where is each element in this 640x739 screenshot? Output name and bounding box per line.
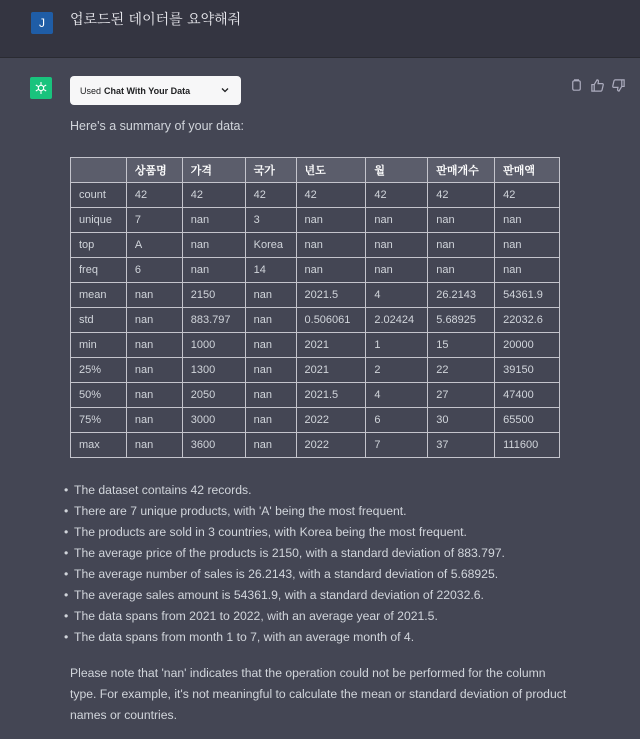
table-row xyxy=(71,283,560,308)
list-item: • The average price of the products is 2150, with a standard deviation of 883.797. xyxy=(64,544,505,565)
user-avatar: J xyxy=(31,12,53,34)
table-cell: 2022 xyxy=(296,433,366,458)
table-cell: 42 xyxy=(245,183,296,208)
table-cell: 6 xyxy=(126,258,182,283)
table-row-label: max xyxy=(71,433,127,458)
list-item: • The dataset contains 42 records. xyxy=(64,481,505,502)
table-cell: 3000 xyxy=(182,408,245,433)
table-row-label: std xyxy=(71,308,127,333)
table-cell: nan xyxy=(366,258,428,283)
table-header-cell xyxy=(71,158,127,183)
table-cell: nan xyxy=(126,383,182,408)
table-cell: nan xyxy=(245,408,296,433)
openai-logo-icon xyxy=(30,77,52,99)
plugin-used-prefix: Used xyxy=(80,85,102,96)
table-row xyxy=(71,358,560,383)
table-header-cell: 월 xyxy=(366,158,428,183)
list-item: • The average sales amount is 54361.9, with a standard deviation of 22032.6. xyxy=(64,586,505,607)
table-cell: 2150 xyxy=(182,283,245,308)
thumbs-down-icon[interactable] xyxy=(611,78,626,93)
table-cell: 6 xyxy=(366,408,428,433)
table-row-label: count xyxy=(71,183,127,208)
message-actions xyxy=(569,78,626,93)
table-cell: nan xyxy=(245,308,296,333)
plugin-name: Chat With Your Data xyxy=(104,85,191,96)
table-cell: 20000 xyxy=(495,333,560,358)
table-row xyxy=(71,258,560,283)
list-item: • The products are sold in 3 countries, with Korea being the most frequent. xyxy=(64,523,505,544)
table-cell: 14 xyxy=(245,258,296,283)
table-row xyxy=(71,233,560,258)
table-cell: nan xyxy=(428,208,495,233)
table-row xyxy=(71,208,560,233)
table-cell: nan xyxy=(495,233,560,258)
user-message-text: 업로드된 데이터를 요약해줘 xyxy=(70,12,242,28)
table-cell: 42 xyxy=(296,183,366,208)
table-cell: 42 xyxy=(495,183,560,208)
plugin-used-dropdown[interactable] xyxy=(70,76,241,105)
table-header-cell: 판매개수 xyxy=(428,158,495,183)
table-cell: 2021.5 xyxy=(296,283,366,308)
copy-icon[interactable] xyxy=(569,78,584,93)
table-cell: 30 xyxy=(428,408,495,433)
table-cell: 42 xyxy=(366,183,428,208)
table-row xyxy=(71,383,560,408)
table-cell: 5.68925 xyxy=(428,308,495,333)
table-header-cell: 상품명 xyxy=(126,158,182,183)
table-cell: 2 xyxy=(366,358,428,383)
table-cell: 65500 xyxy=(495,408,560,433)
table-cell: 7 xyxy=(126,208,182,233)
table-cell: 2022 xyxy=(296,408,366,433)
table-cell: nan xyxy=(296,208,366,233)
table-cell: nan xyxy=(126,433,182,458)
table-cell: 0.506061 xyxy=(296,308,366,333)
table-cell: 111600 xyxy=(495,433,560,458)
nan-note: Please note that 'nan' indicates that the operation could not be performed for the column type. For example, it's not meaningful to calculate the mean or standard deviation of product names or countries. xyxy=(70,666,567,722)
table-header-cell: 판매액 xyxy=(495,158,560,183)
table-cell: 3600 xyxy=(182,433,245,458)
table-row-label: 25% xyxy=(71,358,127,383)
table-cell: 26.2143 xyxy=(428,283,495,308)
table-cell: nan xyxy=(245,358,296,383)
table-cell: 39150 xyxy=(495,358,560,383)
table-cell: nan xyxy=(428,233,495,258)
table-row-label: mean xyxy=(71,283,127,308)
table-cell: nan xyxy=(126,408,182,433)
table-cell: 1300 xyxy=(182,358,245,383)
summary-table xyxy=(70,157,560,458)
table-cell: nan xyxy=(126,283,182,308)
table-cell: nan xyxy=(366,233,428,258)
table-cell: 2.02424 xyxy=(366,308,428,333)
table-cell: nan xyxy=(245,383,296,408)
table-cell: nan xyxy=(296,233,366,258)
table-cell: A xyxy=(126,233,182,258)
table-cell: 883.797 xyxy=(182,308,245,333)
table-cell: 4 xyxy=(366,283,428,308)
table-cell: nan xyxy=(182,258,245,283)
table-cell: 42 xyxy=(126,183,182,208)
table-cell: nan xyxy=(428,258,495,283)
table-cell: 47400 xyxy=(495,383,560,408)
chevron-down-icon xyxy=(219,84,231,96)
table-cell: Korea xyxy=(245,233,296,258)
table-cell: nan xyxy=(245,433,296,458)
table-cell: nan xyxy=(126,358,182,383)
table-cell: nan xyxy=(126,333,182,358)
list-item: • The average number of sales is 26.2143, with a standard deviation of 5.68925. xyxy=(64,565,505,586)
table-row-label: freq xyxy=(71,258,127,283)
table-cell: nan xyxy=(245,333,296,358)
table-cell: 2021.5 xyxy=(296,383,366,408)
list-item: • The data spans from month 1 to 7, with an average month of 4. xyxy=(64,628,505,649)
user-message-row xyxy=(0,0,640,58)
table-cell: 4 xyxy=(366,383,428,408)
list-item: • There are 7 unique products, with 'A' being the most frequent. xyxy=(64,502,505,523)
table-cell: 37 xyxy=(428,433,495,458)
table-cell: 2021 xyxy=(296,358,366,383)
table-cell: 1000 xyxy=(182,333,245,358)
table-cell: 7 xyxy=(366,433,428,458)
table-cell: 3 xyxy=(245,208,296,233)
table-cell: nan xyxy=(126,308,182,333)
table-row xyxy=(71,308,560,333)
table-cell: 1 xyxy=(366,333,428,358)
table-cell: 2050 xyxy=(182,383,245,408)
table-header-row xyxy=(71,158,560,183)
table-cell: nan xyxy=(366,208,428,233)
list-item: • The data spans from 2021 to 2022, with an average year of 2021.5. xyxy=(64,607,505,628)
table-row xyxy=(71,433,560,458)
table-cell: 15 xyxy=(428,333,495,358)
table-cell: nan xyxy=(495,258,560,283)
table-cell: 2021 xyxy=(296,333,366,358)
table-cell: nan xyxy=(182,208,245,233)
thumbs-up-icon[interactable] xyxy=(590,78,605,93)
table-cell: nan xyxy=(296,258,366,283)
table-cell: 22032.6 xyxy=(495,308,560,333)
table-cell: 42 xyxy=(182,183,245,208)
table-row-label: min xyxy=(71,333,127,358)
summary-intro: Here's a summary of your data: xyxy=(70,119,244,133)
table-row xyxy=(71,183,560,208)
table-cell: nan xyxy=(245,283,296,308)
table-header-cell: 년도 xyxy=(296,158,366,183)
table-row-label: 50% xyxy=(71,383,127,408)
summary-bullets xyxy=(64,481,505,649)
table-cell: 54361.9 xyxy=(495,283,560,308)
table-row xyxy=(71,333,560,358)
table-row-label: 75% xyxy=(71,408,127,433)
table-cell: 27 xyxy=(428,383,495,408)
table-cell: nan xyxy=(495,208,560,233)
table-row-label: top xyxy=(71,233,127,258)
table-header-cell: 가격 xyxy=(182,158,245,183)
table-row xyxy=(71,408,560,433)
table-cell: 42 xyxy=(428,183,495,208)
table-cell: 22 xyxy=(428,358,495,383)
table-header-cell: 국가 xyxy=(245,158,296,183)
table-row-label: unique xyxy=(71,208,127,233)
table-cell: nan xyxy=(182,233,245,258)
